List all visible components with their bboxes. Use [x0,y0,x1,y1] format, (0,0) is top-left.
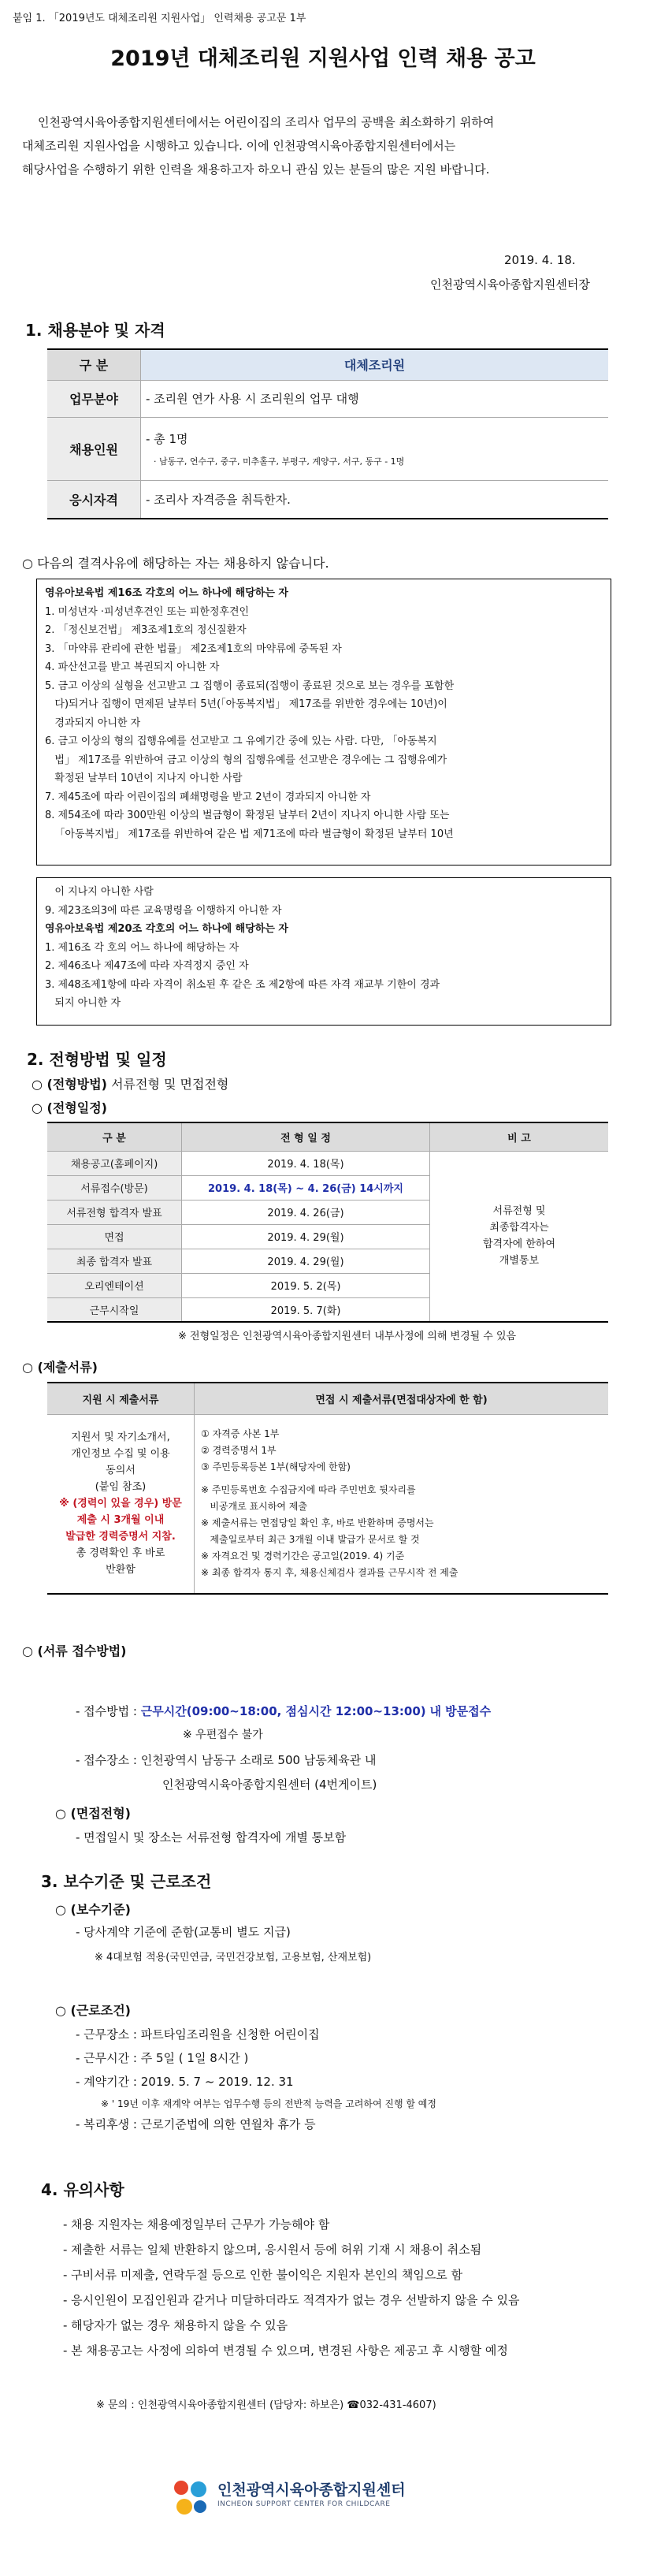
docs-line: ※ (경력이 있을 경우) 방문 [59,1498,182,1510]
intro-line: 해당사업을 수행하기 위한 인력을 채용하고자 하오니 관심 있는 분들의 많은 지원 바랍니다. [22,162,490,177]
box-line: 법」 제17조를 위반하여 금고 이상의 형의 집행유예를 선고받은 경우에는 그 집행유예가 [45,754,447,766]
box-line: 4. 파산선고를 받고 복권되지 아니한 자 [45,661,220,673]
box-line: 2. 「정신보건법」 제3조제1호의 정신질환자 [45,624,247,636]
section1-title: 1. 채용분야 및 자격 [25,321,165,340]
disqualification-box-continued [36,877,611,1026]
method-label: ○ (전형방법) [32,1077,107,1092]
schedule-header: 비 고 [507,1132,531,1145]
docs-line: 반환함 [106,1564,136,1576]
notice-date: 2019. 4. 18. [504,253,576,267]
note-item: - 응시인원이 모집인원과 같거나 미달하더라도 적격자가 없는 경우 선발하지 않을 수 있음 [63,2293,520,2307]
schedule-date: 2019. 5. 7(화) [182,1297,430,1322]
logo-subtitle: INCHEON SUPPORT CENTER FOR CHILDCARE [217,2500,391,2508]
pay-value: - 당사계약 기준에 준함(교통비 별도 지급) [76,1925,291,1939]
docs-line: ※ 주민등록번호 수집금지에 따라 주민번호 뒷자리를 [201,1484,416,1496]
schedule-footnote: ※ 전형일정은 인천광역시육아종합지원센터 내부사정에 의해 변경될 수 있음 [178,1331,517,1342]
docs-line: 제출일로부터 최근 3개월 이내 발급가 문서로 할 것 [201,1534,420,1546]
box-line: 이 지나지 아니한 사람 [45,886,154,898]
docs-line: 제출 시 3개월 이내 [76,1514,165,1527]
note-line: 합격자에 한하여 [482,1238,556,1251]
note-line: 개별통보 [499,1255,540,1268]
center-logo [170,2475,485,2522]
position-table [47,348,608,519]
schedule-date: 2019. 4. 29(월) [182,1224,430,1249]
docs-line: (붙임 참조) [95,1481,147,1494]
box-heading: 영유아보육법 제20조 각호의 어느 하나에 해당하는 자 [45,923,288,935]
note-item: - 해당자가 없는 경우 채용하지 않을 수 있음 [63,2318,288,2332]
receipt-method [76,1703,491,1719]
note-line: 최종합격자는 [489,1222,549,1234]
disqualification-lead: ○ 다음의 결격사유에 해당하는 자는 채용하지 않습니다. [22,556,329,571]
work-line: - 복리후생 : 근로기준법에 의한 연월차 휴가 등 [76,2117,316,2131]
docs-line: ① 자격증 사본 1부 [201,1428,280,1440]
schedule-header: 구 분 [47,1122,182,1151]
method-value: 서류전형 및 면접전형 [111,1077,229,1092]
receipt-place: - 접수장소 : 인천광역시 남동구 소래로 500 남동체육관 내 [76,1753,377,1767]
schedule-item: 서류접수(방문) [47,1175,182,1200]
docs-line: 비공개로 표시하여 제출 [201,1501,307,1513]
docs-line: 개인정보 수집 및 이용 [71,1448,170,1461]
row-value: · 남동구, 연수구, 중구, 미추홀구, 부평구, 계양구, 서구, 동구 - 1명 [154,456,405,467]
schedule-table [47,1122,608,1323]
docs-line: ※ 최종 합격자 통지 후, 채용신체검사 결과를 근무시작 전 제출 [201,1567,459,1579]
intro-paragraph [22,110,637,181]
interview-label: ○ (면접전형) [55,1806,131,1821]
notice-issuer: 인천광역시육아종합지원센터장 [430,277,590,292]
section2-title: 2. 전형방법 및 일정 [27,1050,167,1069]
schedule-label: ○ (전형일정) [32,1100,107,1115]
intro-line: 인천광역시육아종합지원센터에서는 어린이집의 조리사 업무의 공백을 최소화하기 위하여 [38,115,495,129]
box-line: 「아동복지법」 제17조를 위반하여 같은 법 제71조에 따라 벌금형이 확정된 날부터 10년 [45,828,454,840]
pay-note: ※ 4대보험 적용(국민연금, 국민건강보험, 고용보험, 산재보험) [95,1952,372,1964]
box-line: 3. 「마약류 관리에 관한 법률」 제2조제1호의 마약류에 중독된 자 [45,642,342,655]
schedule-item: 오리엔테이션 [47,1273,182,1297]
row-value: - 조리원 연가 사용 시 조리원의 업무 대행 [146,392,359,406]
schedule-item: 채용공고(홈페이지) [47,1151,182,1175]
table-header: 구 분 [47,349,141,380]
box-line: 9. 제23조의3에 따른 교육명령을 이행하지 아니한 자 [45,904,282,917]
docs-interview [195,1414,609,1594]
annex-label: 붙임 1. 「2019년도 대체조리원 지원사업」 인력채용 공고문 1부 [13,13,306,24]
row-value: - 조리사 자격증을 취득한자. [146,492,291,507]
docs-line: ② 경력증명서 1부 [201,1445,277,1457]
schedule-item: 근무시작일 [47,1297,182,1322]
work-label: ○ (근로조건) [55,2003,131,2018]
box-line: 5. 금고 이상의 실형을 선고받고 그 집행이 종료되(집행이 종료된 것으로 보는 경우를 포함한 [45,679,455,692]
docs-label: ○ (제출서류) [22,1360,98,1375]
work-line: - 근무시간 : 주 5일 ( 1일 8시간 ) [76,2051,249,2065]
box-line: 2. 제46조나 제47조에 따라 자격정지 중인 자 [45,960,249,972]
contact-line: ※ 문의 : 인천광역시육아종합지원센터 (담당자: 하보은) ☎032-431-4607) [96,2399,436,2411]
row-label: 업무분야 [47,380,141,417]
notes-list [63,2212,630,2363]
docs-line: ※ 제출서류는 면접당일 확인 후, 바로 반환하며 증명서는 [201,1517,434,1529]
schedule-item: 서류전형 합격자 발표 [47,1200,182,1224]
box-line: 8. 제54조에 따라 300만원 이상의 벌금형이 확정된 날부터 2년이 지나지 아니한 사람 또는 [45,810,450,821]
note-item: - 채용 지원자는 채용예정일부터 근무가 가능해야 함 [63,2217,330,2232]
schedule-date: 2019. 4. 26(금) [182,1200,430,1224]
docs-application [47,1414,195,1594]
interview-value: - 면접일시 및 장소는 서류전형 합격자에 개별 통보함 [76,1830,347,1845]
receipt-label: ○ (서류 접수방법) [22,1644,127,1658]
work-line: - 근무장소 : 파트타임조리원을 신청한 어린이집 [76,2027,320,2042]
page-title: 2019년 대체조리원 지원사업 인력 채용 공고 [110,47,536,71]
note-line: 서류전형 및 [492,1205,546,1218]
box-line: 1. 제16조 각 호의 어느 하나에 해당하는 자 [45,941,239,954]
receipt-post-note: ※ 우편접수 불가 [183,1729,263,1741]
note-item: - 본 채용공고는 사정에 의하여 변경될 수 있으며, 변경된 사항은 제공고 후 시행할 예정 [63,2343,508,2358]
logo-dot-icon [191,2481,206,2497]
schedule-item: 면접 [47,1224,182,1249]
logo-dot-icon [176,2499,192,2515]
note-item: - 구비서류 미제출, 연락두절 등으로 인한 불이익은 지원자 본인의 책임으로 함 [63,2268,463,2282]
docs-line: ③ 주민등록등본 1부(해당자에 한함) [201,1461,351,1473]
box-line: 6. 금고 이상의 형의 집행유예를 선고받고 그 유예기간 중에 있는 사람. 다만, 「아동복지 [45,735,437,747]
row-value: - 총 1명 [146,431,188,446]
row-label: 응시자격 [47,480,141,519]
table-header: 대체조리원 [141,349,609,380]
section4-title: 4. 유의사항 [41,2180,124,2199]
box-heading: 영유아보육법 제16조 각호의 어느 하나에 해당하는 자 [45,587,288,599]
box-line: 되지 아니한 자 [45,997,121,1009]
logo-dot-icon [194,2500,206,2513]
intro-line: 대체조리원 지원사업을 시행하고 있습니다. 이에 인천광역시육아종합지원센터에서는 [22,139,456,153]
logo-dot-icon [174,2481,188,2495]
documents-table [47,1382,608,1595]
box-line: 경과되지 아니한 자 [45,717,141,729]
docs-line: ※ 자격요건 및 경력기간은 공고일(2019. 4) 기준 [201,1550,405,1562]
schedule-date: 2019. 4. 18(목) ~ 4. 26(금) 14시까지 [182,1175,430,1200]
docs-line: 총 경력확인 후 바로 [76,1547,165,1560]
work-line: - 계약기간 : 2019. 5. 7 ~ 2019. 12. 31 [76,2075,294,2089]
schedule-date: 2019. 5. 2(목) [182,1273,430,1297]
schedule-header: 전 형 일 정 [182,1122,430,1151]
box-line: 다)되거나 집행이 면제된 날부터 5년(「아동복지법」 제17조를 위반한 경우에는 10년)이 [45,698,447,710]
docs-line: 발급한 경력증명서 지참. [65,1531,176,1543]
schedule-date: 2019. 4. 18(목) [182,1151,430,1175]
work-note: ※ ' 19년 이후 재계약 여부는 업무수행 등의 전반적 능력을 고려하여 진행 할 예정 [101,2098,436,2109]
receipt-hours: 근무시간(09:00~18:00, 점심시간 12:00~13:00) [140,1704,426,1718]
logo-mark-icon [170,2477,211,2518]
schedule-date: 2019. 4. 29(월) [182,1249,430,1273]
disqualification-box [36,579,611,865]
receipt-visit: 내 방문접수 [429,1704,492,1718]
section3-title: 3. 보수기준 및 근로조건 [41,1872,212,1891]
box-line: 3. 제48조제1항에 따라 자격이 취소된 후 같은 조 제2항에 따른 자격 재교부 기한이 경과 [45,978,440,991]
box-line: 7. 제45조에 따라 어린이집의 폐쇄명령을 받고 2년이 경과되지 아니한 자 [45,791,371,803]
box-line: 확정된 날부터 10년이 지나지 아니한 사람 [45,772,243,784]
method-row [32,1074,228,1093]
schedule-item: 최종 합격자 발표 [47,1249,182,1273]
receipt-key: - 접수방법 : [76,1704,137,1718]
docs-header: 지원 시 제출서류 [47,1383,195,1414]
box-line: 1. 미성년자 ·피성년후견인 또는 피한정후견인 [45,605,250,618]
note-item: - 제출한 서류는 일체 반환하지 않으며, 응시원서 등에 허위 기재 시 채용이 취소됨 [63,2243,482,2257]
docs-line: 동의서 [106,1465,136,1477]
receipt-place-detail: 인천광역시육아종합지원센터 (4번게이트) [162,1778,377,1792]
schedule-note [430,1151,609,1322]
pay-label: ○ (보수기준) [55,1902,131,1917]
docs-header: 면접 시 제출서류(면접대상자에 한 함) [315,1394,488,1406]
logo-name: 인천광역시육아종합지원센터 [217,2481,406,2499]
row-label: 채용인원 [47,417,141,480]
docs-line: 지원서 및 자기소개서, [71,1431,170,1444]
